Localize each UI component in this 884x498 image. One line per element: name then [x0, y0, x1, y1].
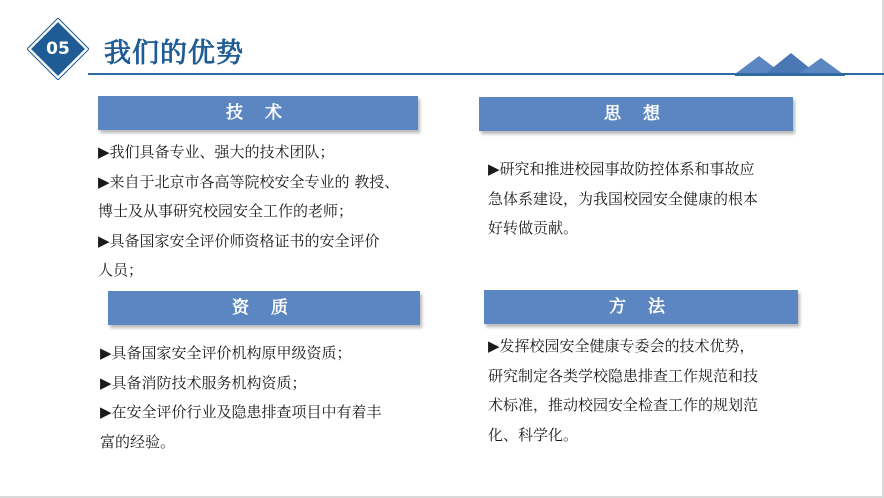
section-header-technology: 技 术	[98, 96, 418, 130]
text-line: 好转做贡献。	[488, 219, 579, 237]
section-text-thinking	[488, 155, 758, 244]
text-line: ▶在安全评价行业及隐患排查项目中有着丰	[100, 403, 382, 421]
section-text-technology	[98, 138, 399, 286]
text-line: 博士及从事研究校园安全工作的老师；	[98, 202, 354, 220]
text-line: 研究制定各类学校隐患排查工作规范和技	[488, 366, 759, 385]
text-line: 富的经验。	[100, 432, 176, 451]
section-header-thinking: 思 想	[479, 97, 793, 131]
text-line: 急体系建设，为我国校园安全健康的根本	[488, 189, 759, 208]
text-line: ▶具备消防技术服务机构资质；	[100, 373, 307, 392]
text-line: ▶具备国家安全评价机构原甲级资质；	[100, 344, 352, 362]
section-header-method: 方 法	[484, 290, 798, 324]
text-line: ▶研究和推进校园事故防控体系和事故应	[488, 160, 755, 178]
text-line: 化、科学化。	[488, 425, 579, 444]
text-line: 术标准，推动校园安全检查工作的规划范	[488, 396, 759, 414]
text-line: 人员；	[98, 261, 144, 279]
section-header-qualification: 资 质	[108, 291, 420, 325]
text-line: ▶发挥校园安全健康专委会的技术优势，	[488, 337, 755, 355]
slide-number: 05	[46, 39, 70, 59]
page-title: 我们的优势	[104, 38, 244, 69]
section-text-method	[488, 332, 758, 450]
mountain-decoration-icon	[735, 52, 845, 76]
text-line: ▶来自于北京市各高等院校安全专业的 教授、	[98, 172, 400, 191]
section-text-qualification	[100, 339, 382, 457]
text-line: ▶具备国家安全评价师资格证书的安全评价	[98, 231, 380, 250]
text-line: ▶我们具备专业、强大的技术团队；	[98, 143, 335, 161]
slide-number-badge	[27, 18, 89, 80]
